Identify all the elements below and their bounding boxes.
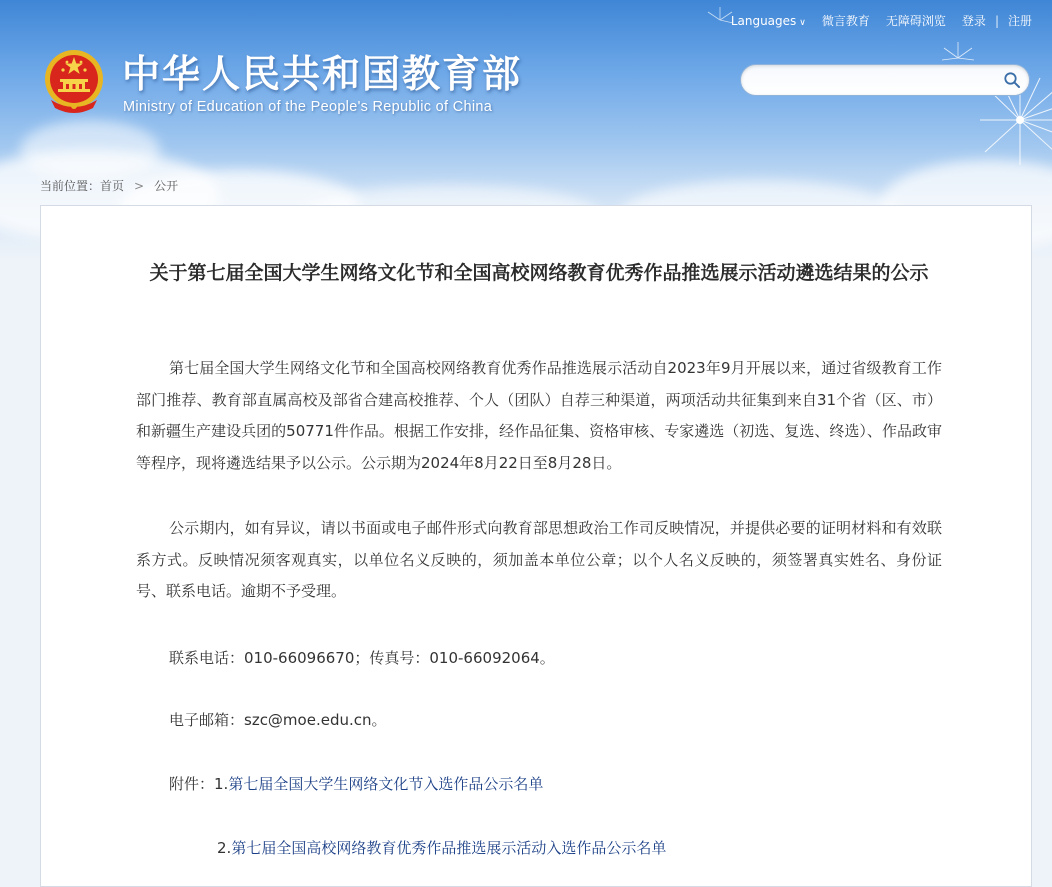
site-subtitle: Ministry of Education of the People's Republic of China (123, 99, 493, 115)
breadcrumb-current[interactable]: 公开 (154, 179, 179, 193)
article-title: 关于第七届全国大学生网络文化节和全国高校网络教育优秀作品推选展示活动遴选结果的公示 (149, 262, 929, 284)
register-link[interactable]: 注册 (1007, 14, 1032, 28)
contact-email: 电子邮箱：szc@moe.edu.cn。 (169, 711, 387, 729)
contact-phone: 联系电话：010-66096670；传真号：010-66092064。 (169, 649, 555, 667)
breadcrumb (40, 177, 178, 194)
chevron-down-icon: ∨ (799, 17, 806, 28)
attachment-number: 2. (217, 839, 232, 857)
search-input[interactable] (753, 70, 997, 92)
top-nav (731, 12, 1032, 29)
search-box (740, 64, 1030, 96)
login-link[interactable]: 登录 (961, 14, 986, 28)
article-paragraph-1: 第七届全国大学生网络文化节和全国高校网络教育优秀作品推选展示活动自2023年9月开展以来，通过省级教育工作部门推荐、教育部直属高校及部省合建高校推荐、个人（团队）自荐三种渠道，两项活动共征集到来自31个省（区、市）和新疆生产建设兵团的50771件作品。根据工作安排，经作品征集、资格审核、专家遴选（初选、复选、终选）、作品政审等程序，现将遴选结果予以公示。公示期为2024年8月22日至8月28日。 (136, 359, 942, 472)
attachment-line-2 (217, 836, 666, 860)
accessibility-link[interactable]: 无障碍浏览 (885, 14, 946, 28)
breadcrumb-home[interactable]: 首页 (100, 179, 125, 193)
site-title[interactable]: 中华人民共和国教育部 (122, 52, 523, 96)
attachments-label: 附件： (169, 775, 215, 793)
languages-label: Languages (730, 13, 797, 28)
national-emblem-icon[interactable] (43, 48, 105, 116)
article-panel (40, 205, 1032, 887)
attachment-number: 1. (214, 775, 229, 793)
article-paragraph-2: 公示期内，如有异议，请以书面或电子邮件形式向教育部思想政治工作司反映情况，并提供必要的证明材料和有效联系方式。反映情况须客观真实，以单位名义反映的，须加盖本单位公章；以个人名义反映的，须签署真实姓名、身份证号、联系电话。逾期不予受理。 (136, 519, 942, 600)
languages-menu[interactable] (731, 14, 806, 28)
attachment-link-2[interactable]: 第七届全国高校网络教育优秀作品推选展示活动入选作品公示名单 (231, 839, 667, 857)
nav-divider: | (994, 13, 999, 28)
weibo-link[interactable]: 微言教育 (821, 14, 870, 28)
attachment-line-1 (169, 772, 543, 796)
search-icon[interactable] (1003, 71, 1021, 89)
attachment-link-1[interactable]: 第七届全国大学生网络文化节入选作品公示名单 (228, 775, 544, 793)
breadcrumb-separator: > (134, 178, 145, 193)
breadcrumb-prefix: 当前位置： (40, 179, 101, 193)
